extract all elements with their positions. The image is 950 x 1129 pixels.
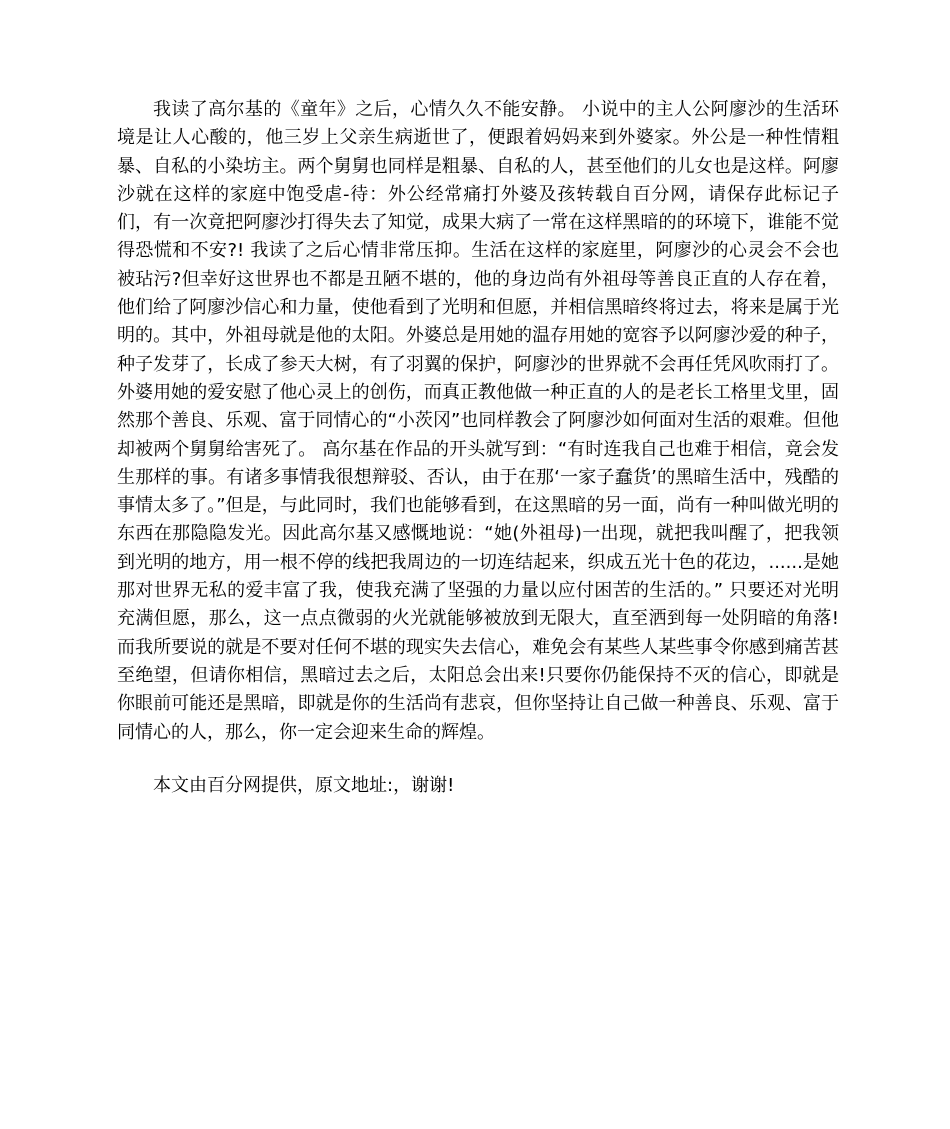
document-body xyxy=(117,96,839,800)
source-note-paragraph: 本文由百分网提供，原文地址:，谢谢! xyxy=(153,774,455,796)
body-paragraph: 我读了高尔基的《童年》之后，心情久久不能安静。 小说中的主人公阿廖沙的生活环境是让人心酸的，他三岁上父亲生病逝世了，便跟着妈妈来到外婆家。外公是一种性情粗暴、自私的小染坊主。两个舅舅也同样是粗暴、自私的人，甚至他们的儿女也是这样。阿廖沙就在这样的家庭中饱受虐-待：外公经常痛打外婆及孩转载自百分网，请保存此标记子们，有一次竟把阿廖沙打得失去了知觉，成果大病了一常在这样黑暗的的环境下，谁能不觉得恐慌和不安?! 我读了之后心情非常压抑。生活在这样的家庭里，阿廖沙的心灵会不会也被玷污?但幸好这世界也不都是丑陋不堪的，他的身边尚有外祖母等善良正直的人存在着，他们给了阿廖沙信心和力量，使他看到了光明和但愿，并相信黑暗终将过去，将来是属于光明的。其中，外祖母就是他的太阳。外婆总是用她的温存用她的宽容予以阿廖沙爱的种子，种子发芽了，长成了参天大树，有了羽翼的保护，阿廖沙的世界就不会再任凭风吹雨打了。 外婆用她的爱安慰了他心灵上的创伤，而真正教他做一种正直的人的是老长工格里戈里，固然那个善良、乐观、富于同情心的“小茨冈”也同样教会了阿廖沙如何面对生活的艰难。但他却被两个舅舅给害死了。 高尔基在作品的开头就写到：“有时连我自己也难于相信，竟会发生那样的事。有诸多事情我很想辩驳、否认，由于在那‘一家子蠢货’的黑暗生活中，残酷的事情太多了。”但是，与此同时，我们也能够看到，在这黑暗的另一面，尚有一种叫做光明的东西在那隐隐发光。因此高尔基又感慨地说：“她(外祖母)一出现，就把我叫醒了，把我领到光明的地方，用一根不停的线把我周边的一切连结起来，织成五光十色的花边，......是她那对世界无私的爱丰富了我，使我充满了坚强的力量以应付困苦的生活的。” 只要还对光明充满但愿，那么，这一点点微弱的火光就能够被放到无限大，直至洒到每一处阴暗的角落! 而我所要说的就是不要对任何不堪的现实失去信心，难免会有某些人某些事令你感到痛苦甚至绝望，但请你相信，黑暗过去之后，太阳总会出来!只要你仍能保持不灭的信心，即就是你眼前可能还是黑暗，即就是你的生活尚有悲哀，但你坚持让自己做一种善良、乐观、富于同情心的人，那么，你一定会迎来生命的辉煌。 xyxy=(117,99,839,743)
